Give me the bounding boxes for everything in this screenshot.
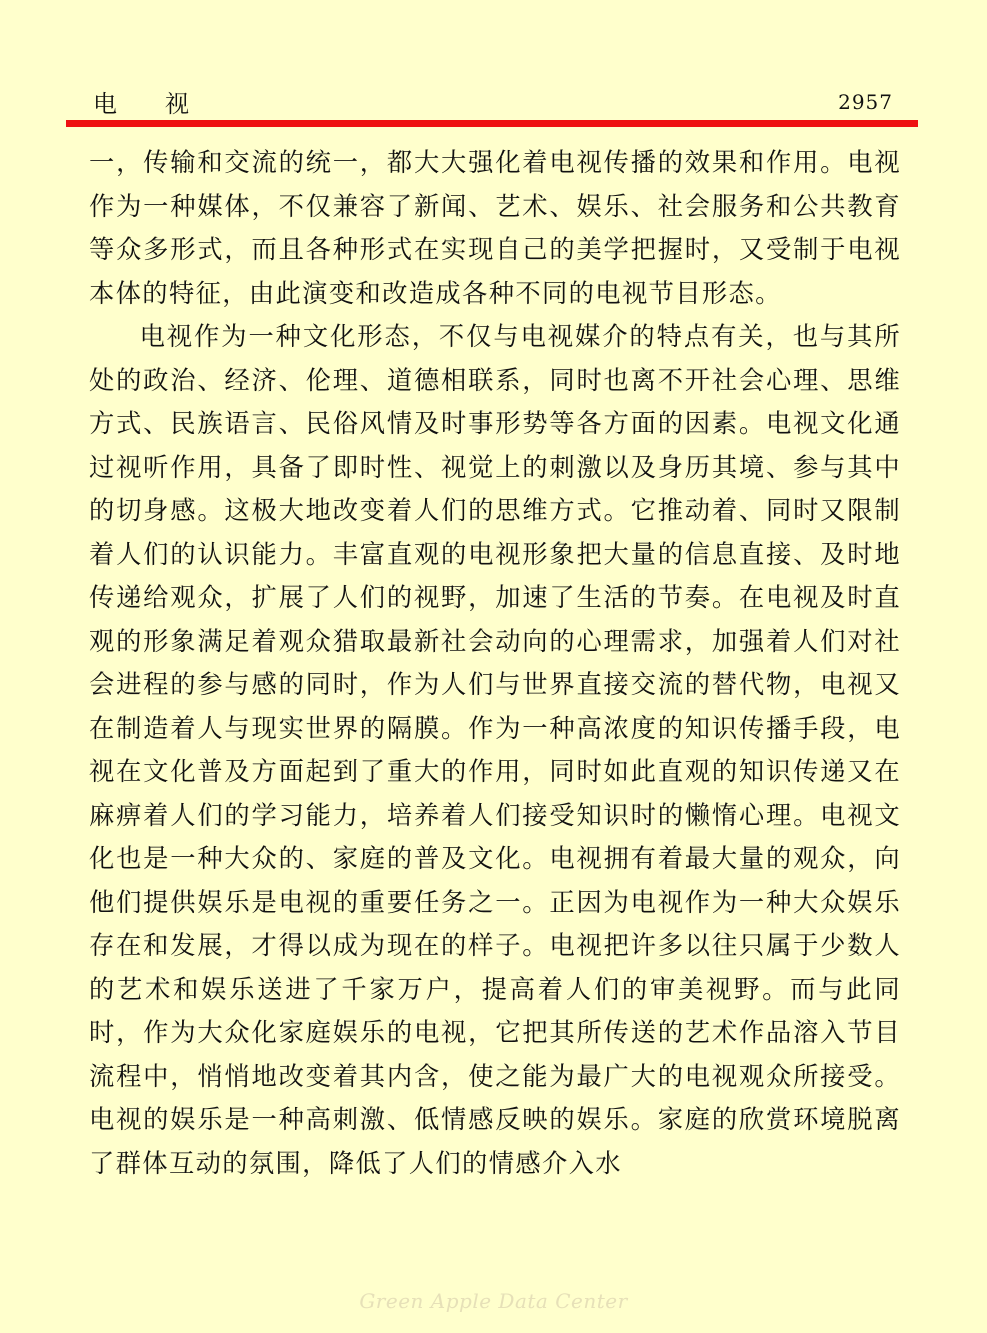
running-head-title: 电视 xyxy=(93,90,237,118)
watermark: Green Apple Data Center xyxy=(359,1289,628,1313)
article-body xyxy=(89,141,901,1185)
page-number: 2957 xyxy=(838,90,893,114)
paragraph: 电视作为一种文化形态，不仅与电视媒介的特点有关，也与其所处的政治、经济、伦理、道德相联系，同时也离不开社会心理、思维方式、民族语言、民俗风情及时事形势等各方面的因素。电视文化通过视听作用，具备了即时性、视觉上的刺激以及身历其境、参与其中的切身感。这极大地改变着人们的思维方式。它推动着、同时又限制着人们的认识能力。丰富直观的电视形象把大量的信息直接、及时地传递给观众，扩展了人们的视野，加速了生活的节奏。在电视及时直观的形象满足着观众猎取最新社会动向的心理需求，加强着人们对社会进程的参与感的同时，作为人们与世界直接交流的替代物，电视又在制造着人与现实世界的隔膜。作为一种高浓度的知识传播手段，电视在文化普及方面起到了重大的作用，同时如此直观的知识传递又在麻痹着人们的学习能力，培养着人们接受知识时的懒惰心理。电视文化也是一种大众的、家庭的普及文化。电视拥有着最大量的观众，向他们提供娱乐是电视的重要任务之一。正因为电视作为一种大众娱乐存在和发展，才得以成为现在的样子。电视把许多以往只属于少数人的艺术和娱乐送进了千家万户，提高着人们的审美视野。而与此同时，作为大众化家庭娱乐的电视，它把其所传送的艺术作品溶入节目流程中，悄悄地改变着其内含，使之能为最广大的电视观众所接受。电视的娱乐是一种高刺激、低情感反映的娱乐。家庭的欣赏环境脱离了群体互动的氛围，降低了人们的情感介入水 xyxy=(89,322,901,1178)
page-header xyxy=(0,0,987,130)
paragraph-continued: 一，传输和交流的统一，都大大强化着电视传播的效果和作用。电视作为一种媒体，不仅兼容了新闻、艺术、娱乐、社会服务和公共教育等众多形式，而且各种形式在实现自己的美学把握时，又受制于电视本体的特征，由此演变和改造成各种不同的电视节目形态。 xyxy=(89,148,901,308)
header-rule xyxy=(66,120,918,127)
